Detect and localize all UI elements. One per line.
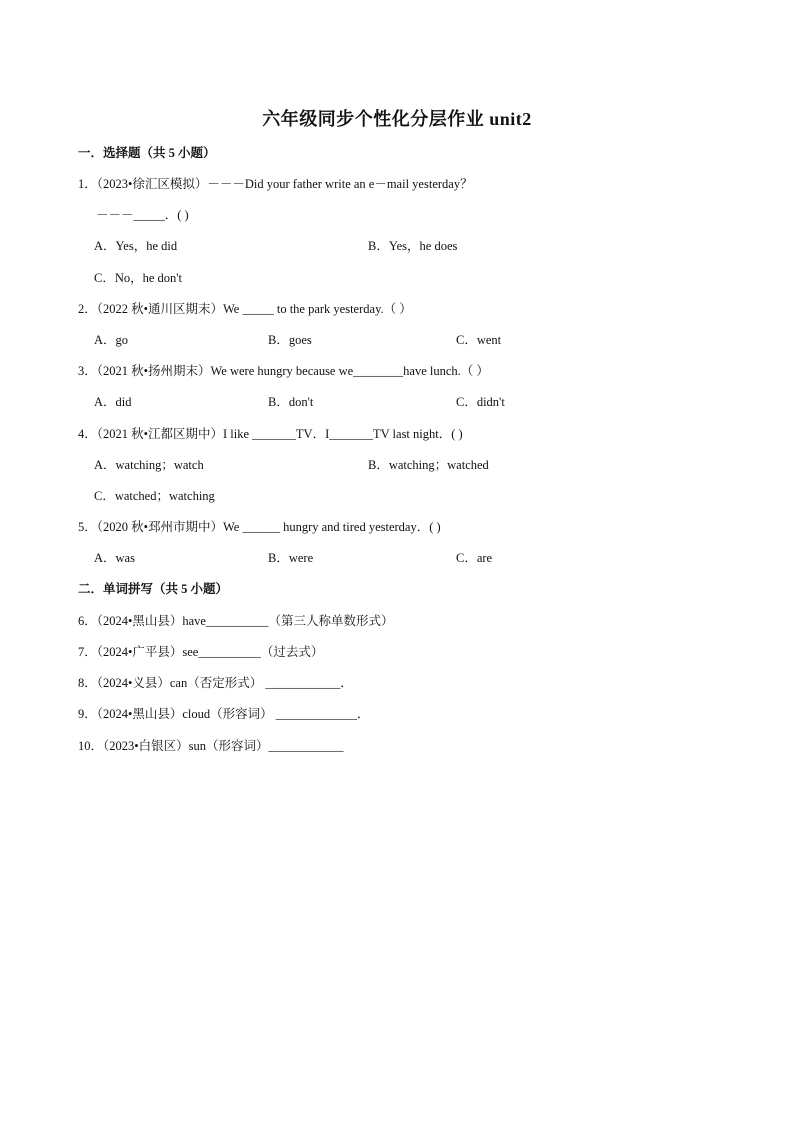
question-1-stem-line1: 1．（2023•徐汇区模拟）－－－Did your father write an e－mail yesterday？ — [78, 177, 473, 191]
question-2-option-b: B．goes — [268, 333, 312, 347]
question-3-option-b: B．don't — [268, 395, 314, 409]
question-5-option-a: A．was — [94, 551, 135, 565]
question-5-stem: 5．（2020 秋•邳州市期中）We ______ hungry and tired yesterday．( ) — [78, 520, 441, 534]
question-4-option-c: C．watched；watching — [94, 489, 215, 503]
question-4-option-a: A．watching；watch — [94, 458, 204, 472]
question-3-option-c: C．didn't — [456, 395, 505, 409]
spelling-item-10: 10．（2023•白银区）sun（形容词）____________ — [78, 739, 344, 753]
question-1-option-b: B．Yes，he does — [368, 239, 458, 253]
section-heading-spelling: 二．单词拼写（共 5 小题） — [78, 582, 229, 596]
question-3-option-a: A．did — [94, 395, 132, 409]
page-title: 六年级同步个性化分层作业 unit2 — [262, 109, 532, 129]
section-heading-choice: 一．选择题（共 5 小题） — [78, 146, 216, 160]
question-1-option-c: C．No，he don't — [94, 271, 183, 285]
question-3-stem: 3．（2021 秋•扬州期末）We were hungry because we________have lunch.（ ） — [78, 364, 489, 378]
question-4-option-b: B．watching；watched — [368, 458, 489, 472]
spelling-item-6: 6．（2024•黑山县）have__________（第三人称单数形式） — [78, 614, 394, 628]
question-4-stem: 4．（2021 秋•江都区期中）I like _______TV．I_______TV last night．( ) — [78, 427, 463, 441]
question-2-stem: 2．（2022 秋•通川区期末）We _____ to the park yesterday.（ ） — [78, 302, 412, 316]
question-2-option-c: C．went — [456, 333, 502, 347]
question-1-option-a: A．Yes，he did — [94, 239, 178, 253]
question-2-option-a: A．go — [94, 333, 129, 347]
question-5-option-c: C．are — [456, 551, 493, 565]
spelling-item-8: 8．（2024•义县）can（否定形式） ____________． — [78, 676, 353, 690]
spelling-item-9: 9．（2024•黑山县）cloud（形容词） _____________． — [78, 707, 370, 721]
spelling-item-7: 7．（2024•广平县）see__________（过去式） — [78, 645, 324, 659]
question-5-option-b: B．were — [268, 551, 314, 565]
question-1-stem-line2: －－－_____．( ) — [96, 208, 189, 222]
